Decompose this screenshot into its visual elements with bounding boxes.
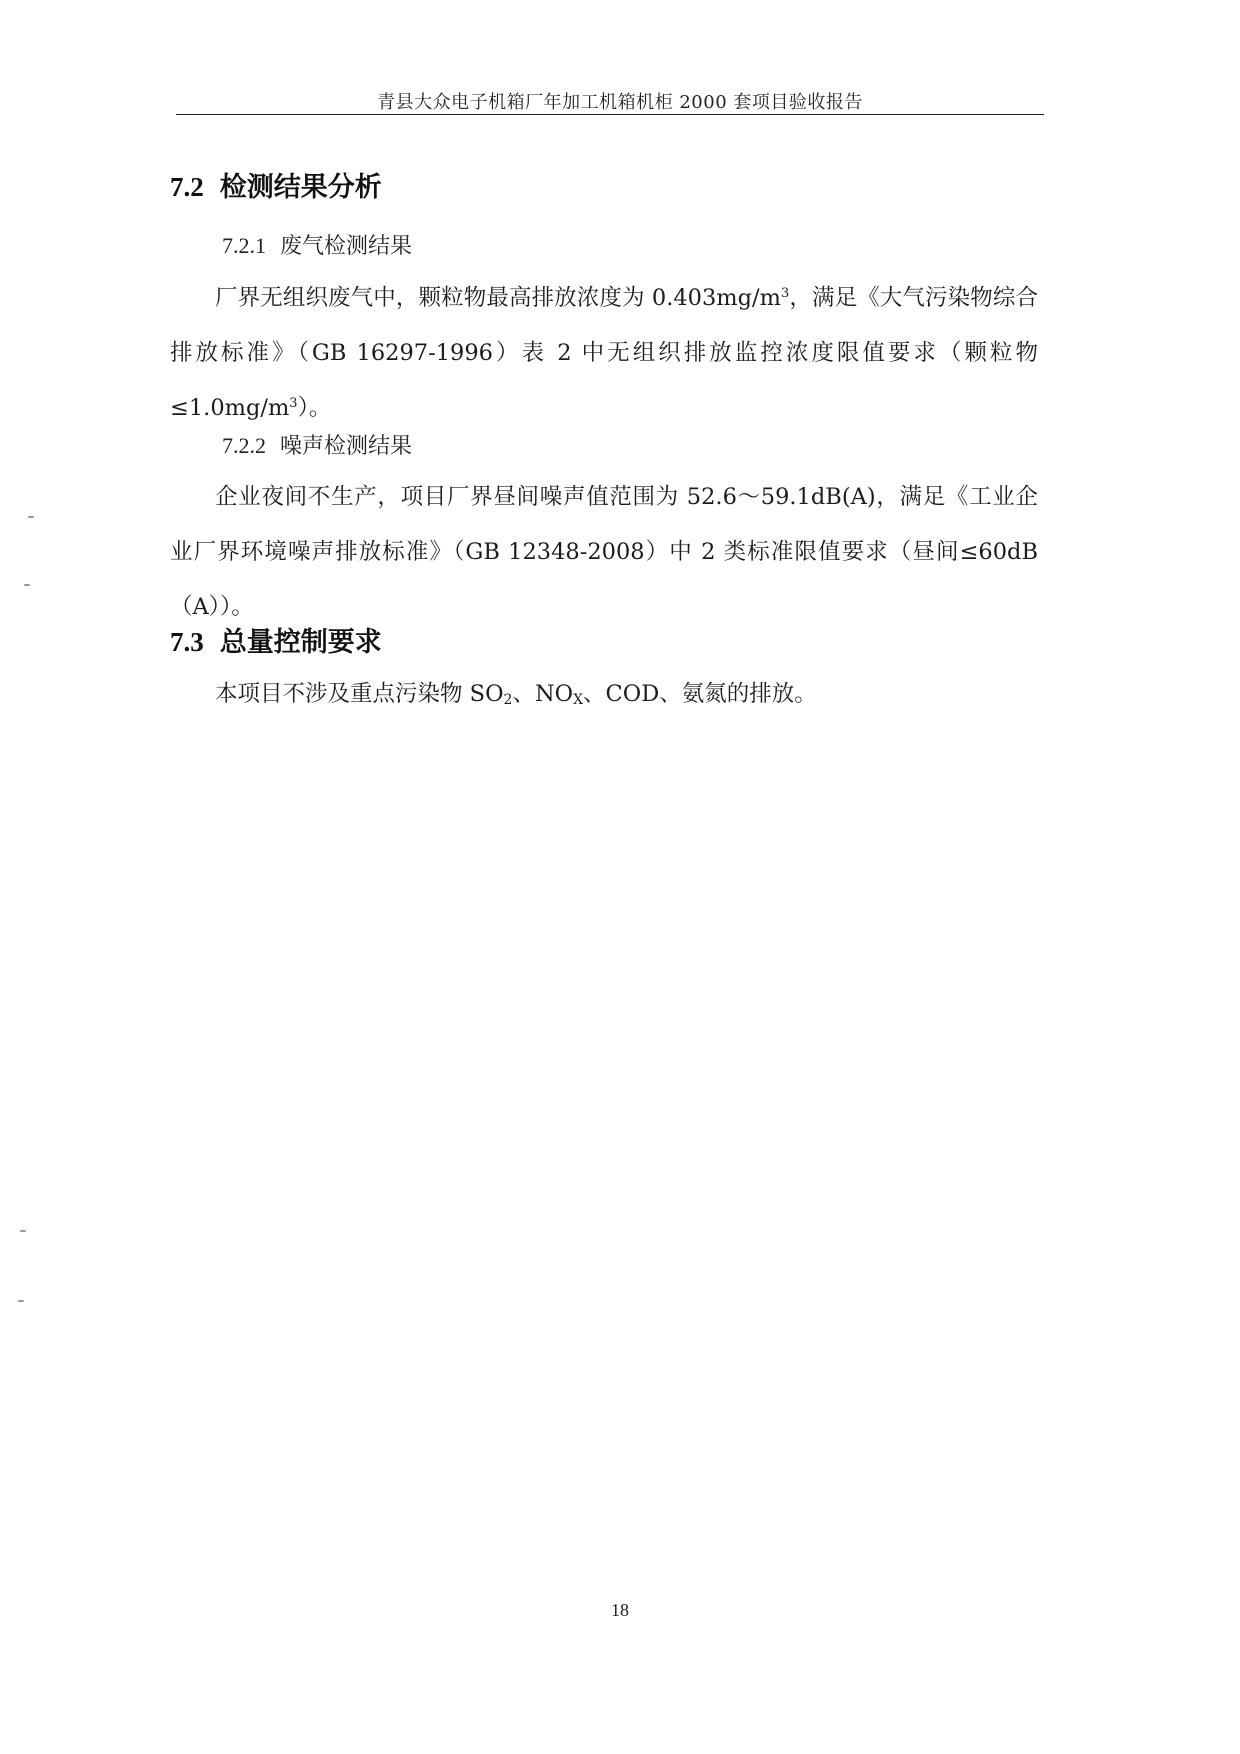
section-number: 7.2	[170, 172, 204, 202]
text-run: 、NO	[512, 681, 574, 707]
text-run: 厂界无组织废气中，颗粒物最高排放浓度为 0.403mg/m	[215, 285, 781, 311]
exhaust-gas-result-paragraph	[170, 271, 1038, 436]
section-heading-7-2	[170, 165, 382, 204]
subsection-title: 废气检测结果	[280, 234, 413, 259]
section-heading-7-3	[170, 620, 382, 659]
subscript: 2	[503, 692, 513, 708]
subsection-heading-7-2-1	[222, 229, 412, 260]
subscript: X	[573, 692, 584, 708]
header-rule	[176, 114, 1044, 115]
scan-artifact	[18, 1300, 24, 1302]
subsection-heading-7-2-2	[222, 429, 412, 460]
text-run: 本项目不涉及重点污染物 SO	[215, 681, 504, 707]
scan-artifact	[20, 1230, 26, 1232]
text-run: 、COD、氨氮的排放。	[583, 681, 817, 707]
noise-result-paragraph: 企业夜间不生产，项目厂界昼间噪声值范围为 52.6～59.1dB(A)，满足《工业企业厂界环境噪声排放标准》（GB 12348-2008）中 2 类标准限值要求（昼间≤60dB（A））。	[170, 484, 1038, 620]
subsection-number: 7.2.1	[222, 233, 266, 258]
scan-artifact	[24, 584, 30, 586]
section-title: 检测结果分析	[219, 172, 382, 203]
superscript: 3	[289, 396, 298, 411]
subsection-title: 噪声检测结果	[280, 434, 413, 459]
total-control-paragraph	[170, 667, 1038, 722]
text-run: ，满足《大气污染物综合排放标准》（GB 16297-1996）表 2 中无组织排放监控浓度限值要求（颗粒物≤1.0mg/m	[170, 285, 1038, 421]
text-run: ）。	[297, 395, 332, 421]
superscript: 3	[780, 286, 790, 301]
section-title: 总量控制要求	[219, 627, 382, 658]
page-number: 18	[611, 1600, 629, 1620]
section-number: 7.3	[170, 627, 204, 657]
running-header: 青县大众电子机箱厂年加工机箱机柜 2000 套项目验收报告	[377, 92, 863, 113]
subsection-number: 7.2.2	[222, 433, 266, 458]
scan-artifact	[28, 516, 34, 518]
